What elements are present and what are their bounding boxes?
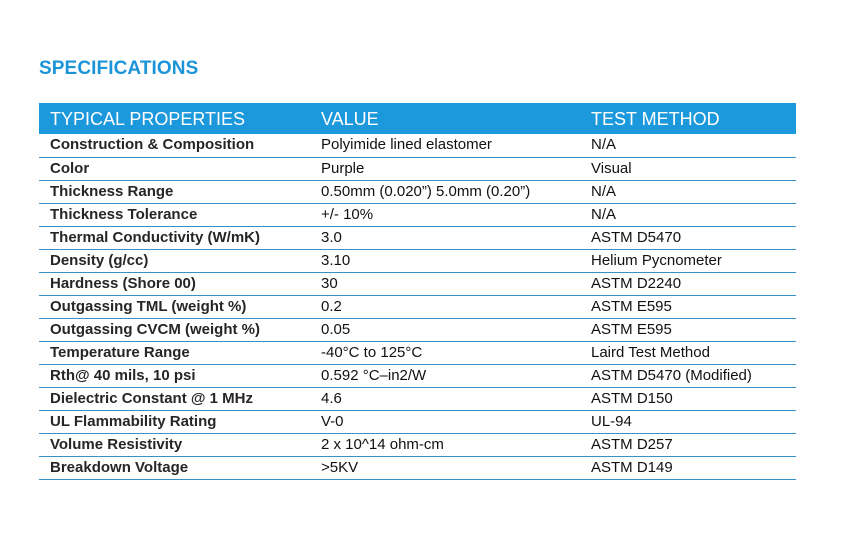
property-cell: Thermal Conductivity (W/mK) bbox=[39, 226, 310, 249]
property-cell: Volume Resistivity bbox=[39, 433, 310, 456]
table-row bbox=[39, 387, 796, 410]
property-cell: Rth@ 40 mils, 10 psi bbox=[39, 364, 310, 387]
value-cell: -40°C to 125°C bbox=[310, 341, 580, 364]
method-cell: Visual bbox=[580, 157, 796, 180]
page-title: SPECIFICATIONS bbox=[39, 58, 199, 79]
method-cell: ASTM D257 bbox=[580, 433, 796, 456]
table-row bbox=[39, 203, 796, 226]
table-header-row bbox=[39, 103, 796, 134]
table-row bbox=[39, 272, 796, 295]
method-cell: ASTM D150 bbox=[580, 387, 796, 410]
table-row bbox=[39, 364, 796, 387]
value-cell: 0.05 bbox=[310, 318, 580, 341]
header-value: VALUE bbox=[310, 103, 580, 134]
property-cell: Thickness Tolerance bbox=[39, 203, 310, 226]
property-cell: Outgassing CVCM (weight %) bbox=[39, 318, 310, 341]
method-cell: ASTM D5470 bbox=[580, 226, 796, 249]
property-cell: Dielectric Constant @ 1 MHz bbox=[39, 387, 310, 410]
property-cell: Density (g/cc) bbox=[39, 249, 310, 272]
property-cell: Temperature Range bbox=[39, 341, 310, 364]
value-cell: >5KV bbox=[310, 456, 580, 479]
method-cell: Helium Pycnometer bbox=[580, 249, 796, 272]
value-cell: V-0 bbox=[310, 410, 580, 433]
method-cell: N/A bbox=[580, 180, 796, 203]
table-row bbox=[39, 433, 796, 456]
method-cell: N/A bbox=[580, 203, 796, 226]
value-cell: 0.2 bbox=[310, 295, 580, 318]
table-row bbox=[39, 410, 796, 433]
table-row bbox=[39, 226, 796, 249]
header-test-method: TEST METHOD bbox=[580, 103, 796, 134]
method-cell: ASTM D5470 (Modified) bbox=[580, 364, 796, 387]
table-row bbox=[39, 318, 796, 341]
property-cell: Outgassing TML (weight %) bbox=[39, 295, 310, 318]
value-cell: 0.592 °C–in2/W bbox=[310, 364, 580, 387]
property-cell: Hardness (Shore 00) bbox=[39, 272, 310, 295]
specifications-table bbox=[39, 103, 796, 480]
table-row bbox=[39, 456, 796, 479]
property-cell: UL Flammability Rating bbox=[39, 410, 310, 433]
method-cell: ASTM E595 bbox=[580, 295, 796, 318]
method-cell: UL-94 bbox=[580, 410, 796, 433]
property-cell: Thickness Range bbox=[39, 180, 310, 203]
value-cell: 3.0 bbox=[310, 226, 580, 249]
property-cell: Breakdown Voltage bbox=[39, 456, 310, 479]
value-cell: +/- 10% bbox=[310, 203, 580, 226]
method-cell: N/A bbox=[580, 134, 796, 157]
method-cell: ASTM E595 bbox=[580, 318, 796, 341]
property-cell: Color bbox=[39, 157, 310, 180]
value-cell: Purple bbox=[310, 157, 580, 180]
property-cell: Construction & Composition bbox=[39, 134, 310, 157]
method-cell: Laird Test Method bbox=[580, 341, 796, 364]
table-row bbox=[39, 157, 796, 180]
table-row bbox=[39, 180, 796, 203]
value-cell: 30 bbox=[310, 272, 580, 295]
value-cell: Polyimide lined elastomer bbox=[310, 134, 580, 157]
table-row bbox=[39, 341, 796, 364]
header-typical-properties: TYPICAL PROPERTIES bbox=[39, 103, 310, 134]
value-cell: 3.10 bbox=[310, 249, 580, 272]
value-cell: 2 x 10^14 ohm-cm bbox=[310, 433, 580, 456]
table-row bbox=[39, 249, 796, 272]
table-row bbox=[39, 295, 796, 318]
method-cell: ASTM D149 bbox=[580, 456, 796, 479]
value-cell: 0.50mm (0.020”) 5.0mm (0.20”) bbox=[310, 180, 580, 203]
value-cell: 4.6 bbox=[310, 387, 580, 410]
method-cell: ASTM D2240 bbox=[580, 272, 796, 295]
table-row bbox=[39, 134, 796, 157]
